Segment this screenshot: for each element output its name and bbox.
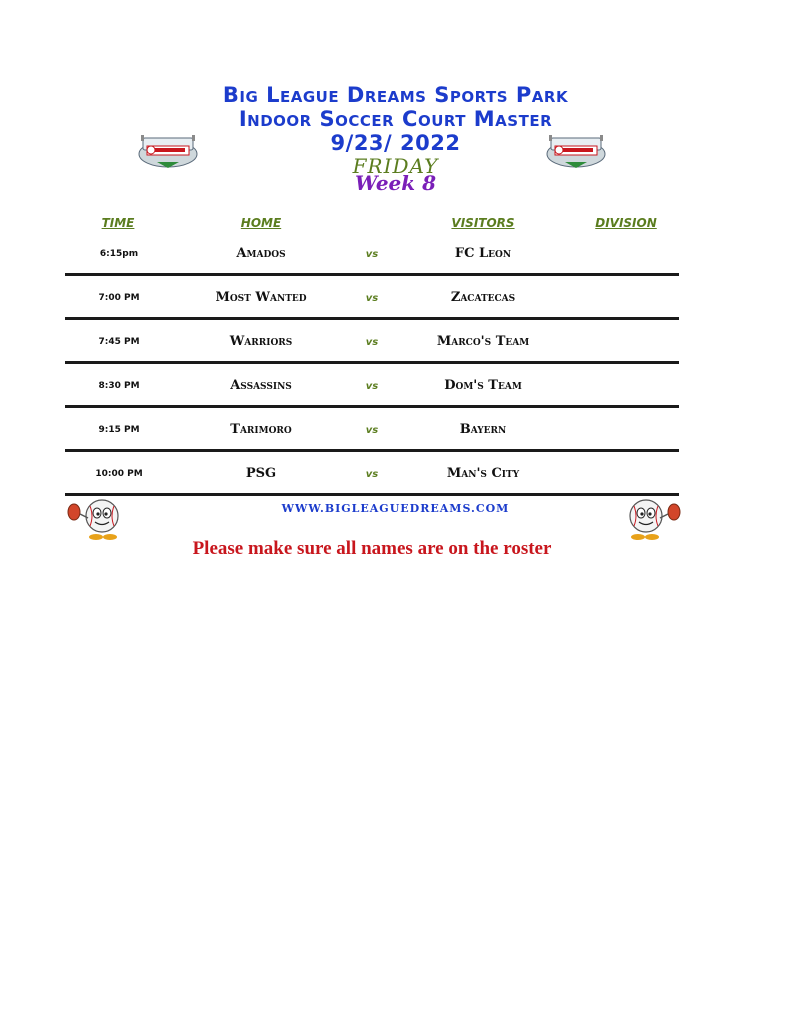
visitor-team: Marco's Team: [436, 334, 530, 349]
schedule-title: Indoor Soccer Court Master: [238, 107, 553, 131]
game-row: [65, 232, 679, 276]
home-team: Assassins: [230, 378, 292, 393]
baseball-mascot-icon: [66, 496, 136, 542]
game-row: [65, 452, 679, 496]
versus-label: vs: [365, 425, 379, 436]
column-header-division: DIVISION: [595, 216, 657, 230]
website-link[interactable]: WWW.BIGLEAGUEDREAMS.COM: [281, 502, 510, 515]
home-team: PSG: [245, 466, 277, 481]
column-header-time: TIME: [101, 216, 135, 230]
game-row: [65, 276, 679, 320]
visitor-team: FC Leon: [454, 246, 512, 261]
game-time: 8:30 PM: [98, 381, 140, 391]
roster-notice: Please make sure all names are on the roster: [192, 538, 552, 559]
baseball-mascot-icon: [612, 496, 682, 542]
column-header-home: HOME: [240, 216, 282, 230]
row-divider: [65, 493, 679, 496]
versus-label: vs: [365, 381, 379, 392]
park-title: Big League Dreams Sports Park: [222, 83, 569, 107]
game-time: 6:15pm: [99, 249, 139, 259]
game-time: 7:45 PM: [98, 337, 140, 347]
game-row: [65, 320, 679, 364]
stadium-logo-icon: [545, 132, 607, 170]
game-row: [65, 408, 679, 452]
home-team: Tarimoro: [230, 422, 292, 437]
home-team: Amados: [236, 246, 286, 261]
versus-label: vs: [365, 469, 379, 480]
home-team: Warriors: [229, 334, 293, 349]
stadium-logo-icon: [137, 132, 199, 170]
versus-label: vs: [365, 293, 379, 304]
visitor-team: Zacatecas: [450, 290, 516, 305]
home-team: Most Wanted: [215, 290, 307, 305]
visitor-team: Dom's Team: [444, 378, 522, 393]
schedule-day: FRIDAY: [352, 154, 439, 178]
game-time: 10:00 PM: [95, 469, 143, 479]
versus-label: vs: [365, 337, 379, 348]
column-header-visitors: VISITORS: [451, 216, 515, 230]
game-time: 7:00 PM: [98, 293, 140, 303]
visitor-team: Bayern: [459, 422, 507, 437]
schedule-week: Week 8: [354, 171, 436, 195]
visitor-team: Man's City: [446, 466, 520, 481]
schedule-date: 9/23/ 2022: [330, 131, 461, 155]
game-time: 9:15 PM: [98, 425, 140, 435]
versus-label: vs: [365, 249, 379, 260]
game-row: [65, 364, 679, 408]
